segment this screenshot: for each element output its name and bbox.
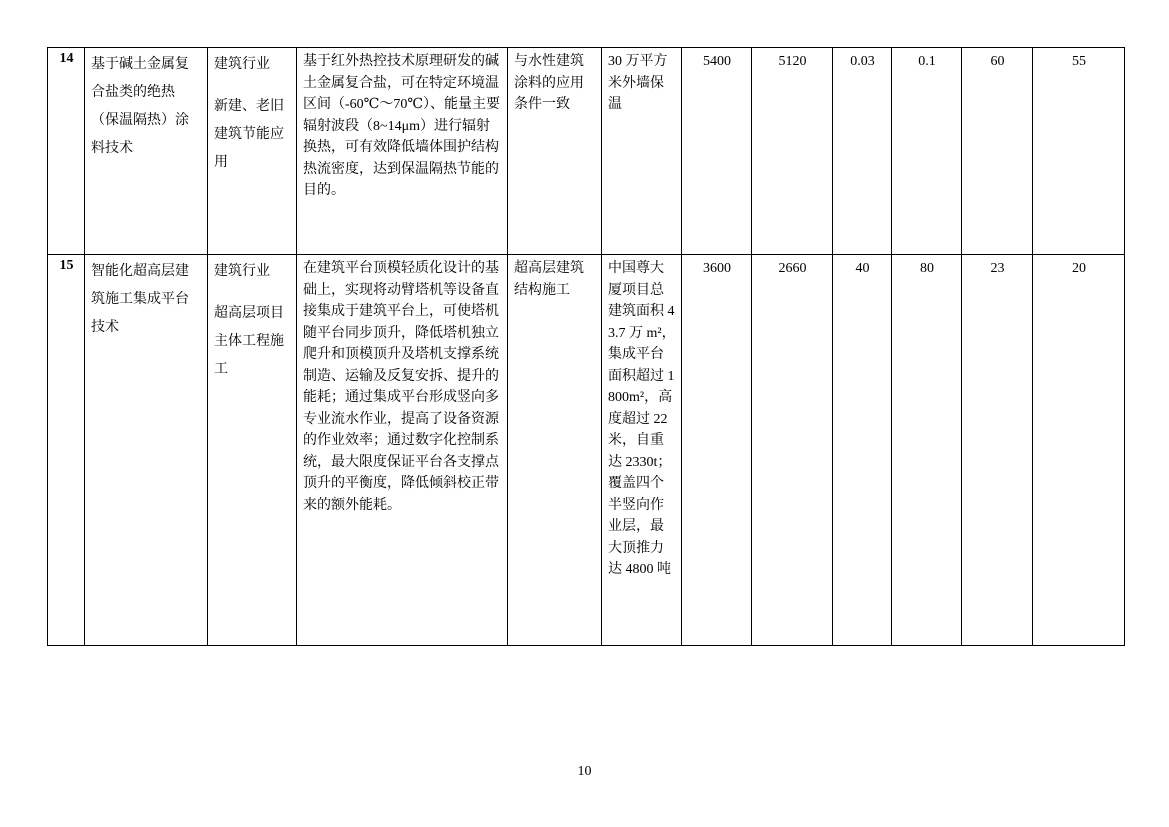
value-cell bbox=[682, 255, 752, 646]
conditions-cell bbox=[508, 48, 602, 255]
value: 3600 bbox=[703, 261, 731, 276]
value-cell bbox=[1033, 255, 1125, 646]
row-number-cell bbox=[48, 255, 85, 646]
industry: 建筑行业 bbox=[214, 57, 270, 72]
table-row bbox=[48, 48, 1125, 255]
industry-cell bbox=[208, 255, 297, 646]
value-cell bbox=[892, 255, 962, 646]
value-cell bbox=[752, 255, 833, 646]
value: 55 bbox=[1072, 54, 1086, 69]
value: 80 bbox=[920, 261, 934, 276]
description: 在建筑平台顶模轻质化设计的基础上，实现将动臂塔机等设备直接集成于建筑平台上，可使塔机随平台同步顶升，降低塔机独立爬升和顶模顶升及塔机支撑系统制造、运输及反复安拆、提升的能耗；通过集成平台形成竖向多专业流水作业，提高了设备资源的作业效率；通过数字化控制系统，最大限度保证平台各支撑点顶升的平衡度，降低倾斜校正带来的额外能耗。 bbox=[303, 261, 499, 513]
description-cell bbox=[297, 255, 508, 646]
value-cell bbox=[962, 48, 1033, 255]
value-cell bbox=[682, 48, 752, 255]
value-cell bbox=[1033, 48, 1125, 255]
value-cell bbox=[892, 48, 962, 255]
tech-name-cell bbox=[85, 255, 208, 646]
conditions: 与水性建筑涂料的应用条件一致 bbox=[514, 54, 584, 112]
row-number-cell bbox=[48, 48, 85, 255]
row-number: 14 bbox=[59, 51, 74, 66]
value: 0.1 bbox=[918, 54, 936, 69]
value-cell bbox=[833, 48, 892, 255]
value: 20 bbox=[1072, 261, 1086, 276]
conditions: 超高层建筑结构施工 bbox=[514, 261, 584, 298]
value: 40 bbox=[855, 261, 870, 276]
description-cell bbox=[297, 48, 508, 255]
tech-name: 智能化超高层建筑施工集成平台技术 bbox=[91, 264, 189, 335]
scale: 30 万平方米外墙保温 bbox=[608, 54, 668, 112]
scale: 中国尊大厦项目总建筑面积 43.7 万 m²，集成平台面积超过 1800m²，高度超过 22 米，自重达 2330t；覆盖四个半竖向作业层，最大顶推力达 4800 吨 bbox=[608, 261, 676, 577]
value: 2660 bbox=[778, 261, 807, 276]
value: 0.03 bbox=[850, 54, 875, 69]
value: 5120 bbox=[778, 54, 807, 69]
value: 5400 bbox=[703, 54, 731, 69]
industry-detail: 新建、老旧建筑节能应用 bbox=[214, 99, 284, 170]
scale-cell bbox=[602, 255, 682, 646]
technology-table bbox=[47, 47, 1125, 646]
industry: 建筑行业 bbox=[214, 264, 270, 279]
value-cell bbox=[752, 48, 833, 255]
row-number: 15 bbox=[59, 258, 74, 273]
tech-name-cell bbox=[85, 48, 208, 255]
description: 基于红外热控技术原理研发的碱土金属复合盐，可在特定环境温区间（-60℃～70℃）、能量主要辐射波段（8~14μm）进行辐射换热，可有效降低墙体围护结构热流密度，达到保温隔热节能的目的。 bbox=[303, 54, 500, 198]
scale-cell bbox=[602, 48, 682, 255]
value: 23 bbox=[990, 261, 1005, 276]
industry-detail: 超高层项目主体工程施工 bbox=[214, 306, 284, 377]
tech-name: 基于碱土金属复合盐类的绝热（保温隔热）涂料技术 bbox=[91, 57, 189, 156]
value-cell bbox=[962, 255, 1033, 646]
value: 60 bbox=[990, 54, 1005, 69]
page-number: 10 bbox=[577, 764, 592, 779]
table-row bbox=[48, 255, 1125, 646]
value-cell bbox=[833, 255, 892, 646]
conditions-cell bbox=[508, 255, 602, 646]
industry-cell bbox=[208, 48, 297, 255]
